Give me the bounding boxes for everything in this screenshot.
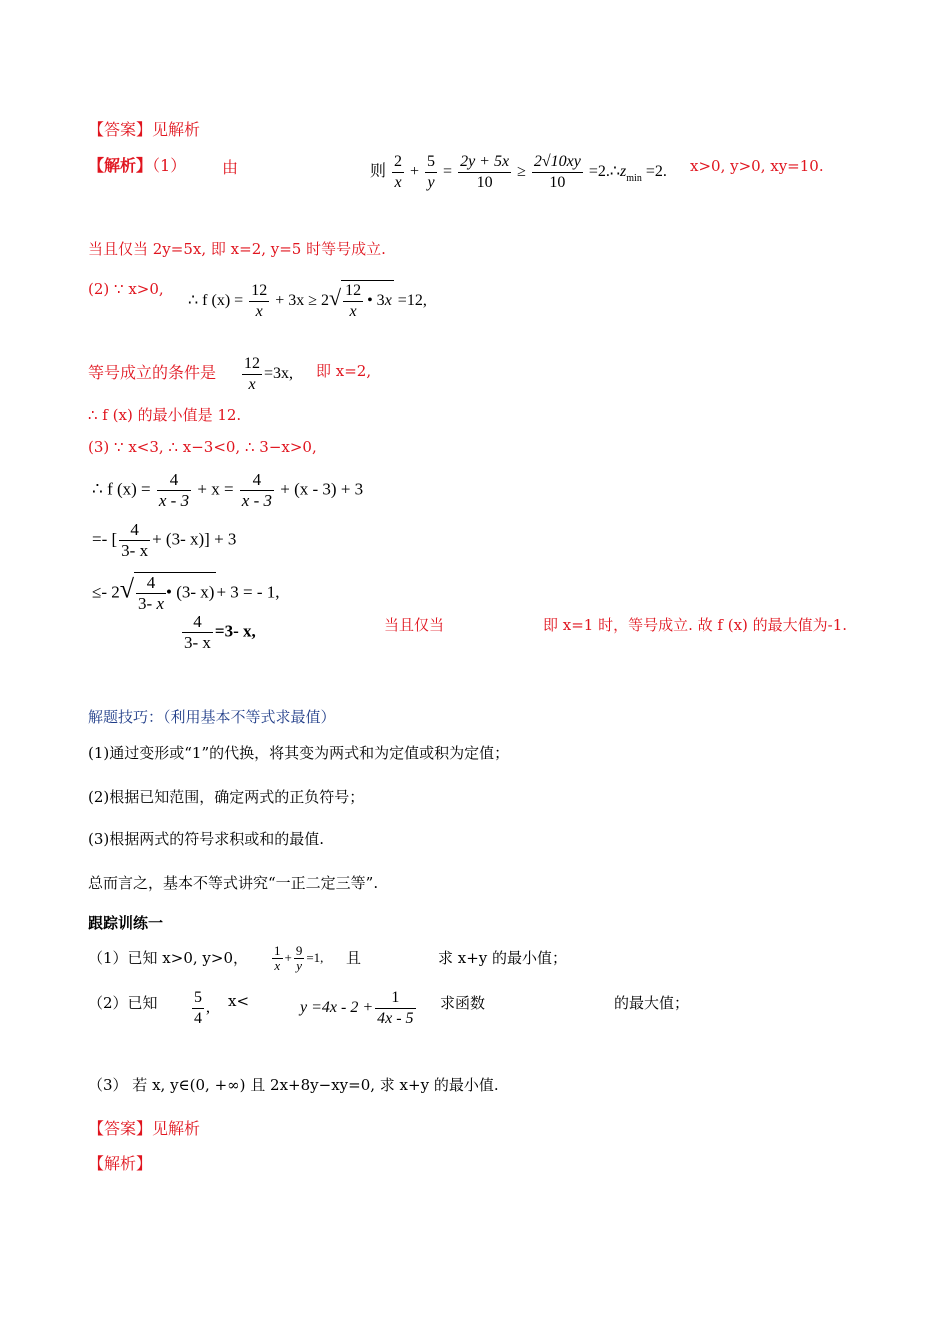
tips-title: 解题技巧：（利用基本不等式求最值） xyxy=(88,708,336,726)
eq1-frac-d: $\frac{2√10xy}{10}$ xyxy=(533,153,581,191)
condition-text: x>0, y>0, xy=10. xyxy=(690,157,824,175)
equation-1: 则 $\frac{2}{x}$ + $\frac{5}{y}$ = $\frac{2y + 5x}{10}$ ≥ $\frac{2√10xy}{10}$ $=2.\therefore z_{min} =2$. xyxy=(370,153,667,191)
tip-item: (2)根据已知范围，确定两式的正负符号； xyxy=(88,788,365,806)
part3-note-2: 即 x=1 时，等号成立. 故 f (x) 的最大值为-1. xyxy=(543,616,848,634)
part3-line2: =- [ $\frac{4}{3- x}$ + (3- x)] + 3 xyxy=(92,520,237,560)
analysis-label xyxy=(88,153,186,176)
analysis-tag: 【解析】 xyxy=(88,156,153,175)
practice-q1-a: （1）已知 x>0, y>0， xyxy=(88,949,249,967)
eq1-ze: 则 xyxy=(370,163,387,181)
eq1-frac-a: $\frac{2}{x}$ xyxy=(394,153,403,191)
equal-condition-1: 当且仅当 2y=5x, 即 x=2, y=5 时等号成立. xyxy=(88,240,386,258)
practice-q1-c: 求 x+y 的最小值； xyxy=(438,949,568,967)
practice-title: 跟踪训练一 xyxy=(88,914,164,932)
part2-condition: (2) ∵ x>0, xyxy=(88,280,164,298)
practice-q2-b: 求函数 xyxy=(440,994,486,1012)
tip-item: (1)通过变形或“1”的代换，将其变为两式和为定值或积为定值； xyxy=(88,744,510,762)
tips-summary: 总而言之，基本不等式讲究“一正二定三等”. xyxy=(88,874,379,892)
practice-q2-frac: $\frac{5}{4}$ , xyxy=(194,989,210,1027)
practice-q2-a: （2）已知 xyxy=(88,994,158,1012)
tip-item: (3)根据两式的符号求积或和的最值. xyxy=(88,830,325,848)
analysis-you: 由 xyxy=(222,158,239,177)
analysis-label-2: 【解析】 xyxy=(88,1154,153,1173)
equal-condition-2-result: 即 x=2, xyxy=(316,362,372,380)
equal-condition-2-label: 等号成立的条件是 xyxy=(88,363,217,382)
analysis-part: （1） xyxy=(152,156,187,175)
practice-q1-eq: $\frac{1}{x}$ + $\frac{9}{y}$ =1, xyxy=(274,943,324,973)
eq1-frac-c: $\frac{2y + 5x}{10}$ xyxy=(460,153,510,191)
practice-q2-func: y =4x - 2 + $\frac{1}{4x - 5}$ xyxy=(300,989,414,1027)
practice-q1-b: 且 xyxy=(346,949,362,967)
part3-line3: ≤- 2√ $\frac{4}{3- x}$ • (3- x) + 3 = - 1, xyxy=(92,573,280,613)
practice-q3: （3） 若 x, y∈(0, +∞) 且 2x+8y−xy=0, 求 x+y 的最小值. xyxy=(88,1076,499,1094)
part3-note-1: 当且仅当 xyxy=(384,616,445,634)
practice-q2-x: x< xyxy=(228,992,250,1010)
part3-line4: $\frac{4}{3- x}$ =3- x, xyxy=(184,612,256,652)
part3-line1: ∴ f (x) = $\frac{4}{x - 3}$ + x = $\frac{4}{x - 3}$ + (x - 3) + 3 xyxy=(92,470,364,510)
part2-equation: ∴ f (x) = $\frac{12}{x}$ + 3x ≥ 2√ $\frac{12}{x}$ • 3x =12, xyxy=(188,282,427,320)
eq1-frac-b: $\frac{5}{y}$ xyxy=(427,153,436,191)
equal-condition-2-eq: $\frac{12}{x}$ =3x, xyxy=(244,355,294,393)
practice-q2-c: 的最大值； xyxy=(614,994,690,1012)
part3-condition: (3) ∵ x<3, ∴ x−3<0, ∴ 3−x>0, xyxy=(88,438,317,456)
answer-label-2: 【答案】见解析 xyxy=(88,1119,201,1138)
min-value: ∴ f (x) 的最小值是 12. xyxy=(88,406,242,424)
answer-label: 【答案】见解析 xyxy=(88,120,201,139)
